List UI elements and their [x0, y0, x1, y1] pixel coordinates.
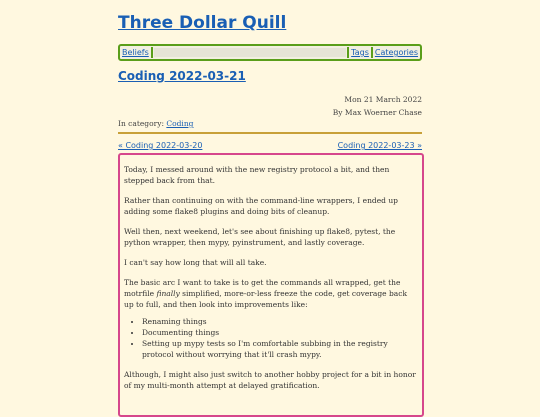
nav-link-beliefs[interactable]: Beliefs — [122, 48, 149, 57]
list-item: • Setting up mypy tests so I'm comfortable subbing in the registry protocol without worrying that it'll crash mypy. — [142, 338, 422, 360]
site-title-link[interactable]: Three Dollar Quill — [118, 13, 287, 33]
improvements-list — [124, 316, 422, 360]
list-item: • Renaming things — [142, 316, 422, 327]
nav-link-categories[interactable]: Categories — [374, 48, 418, 57]
text-span: The basic arc I want to take is to get the commands all wrapped, get the motrfile — [124, 278, 401, 298]
post-content — [118, 153, 424, 417]
paragraph: I can't say how long that will all take. — [124, 258, 267, 267]
divider-rule — [118, 132, 422, 134]
post-title-link[interactable]: Coding 2022-03-21 — [118, 69, 246, 83]
paragraph: Well then, next weekend, let's see about finishing up flake8, pytest, the python wrapper, then mypy, pyinstrument, and lastly coverage. — [124, 227, 396, 247]
prev-post-link[interactable]: « Coding 2022-03-20 — [118, 141, 203, 150]
post-author: By Max Woerner Chase — [332, 108, 422, 117]
category-label: In category: — [118, 119, 167, 128]
category-link[interactable]: Coding — [166, 119, 194, 128]
paragraph: Today, I messed around with the new registry protocol a bit, and then stepped back from that. — [124, 165, 390, 185]
text-span: simplified, more-or-less freeze the code, get coverage back up to full, and then look into improvements like: — [124, 289, 408, 309]
list-item: • Documenting things — [142, 327, 422, 338]
emphasis: finally — [156, 289, 180, 298]
nav-link-tags[interactable]: Tags — [351, 48, 369, 57]
next-post-link[interactable]: Coding 2022-03-23 » — [337, 141, 422, 150]
nav-bar — [118, 44, 422, 61]
paragraph: Although, I might also just switch to another hobby project for a bit in honor of my multi-month attempt at delayed gratification. — [124, 370, 416, 390]
post-category — [118, 119, 193, 128]
paragraph: Rather than continuing on with the command-line wrappers, I ended up adding some flake8 plugins and doing bits of cleanup. — [124, 196, 398, 216]
paragraph — [124, 277, 422, 310]
post-date: Mon 21 March 2022 — [344, 95, 422, 104]
nav-divider — [151, 47, 153, 58]
nav-spacer — [154, 48, 346, 57]
